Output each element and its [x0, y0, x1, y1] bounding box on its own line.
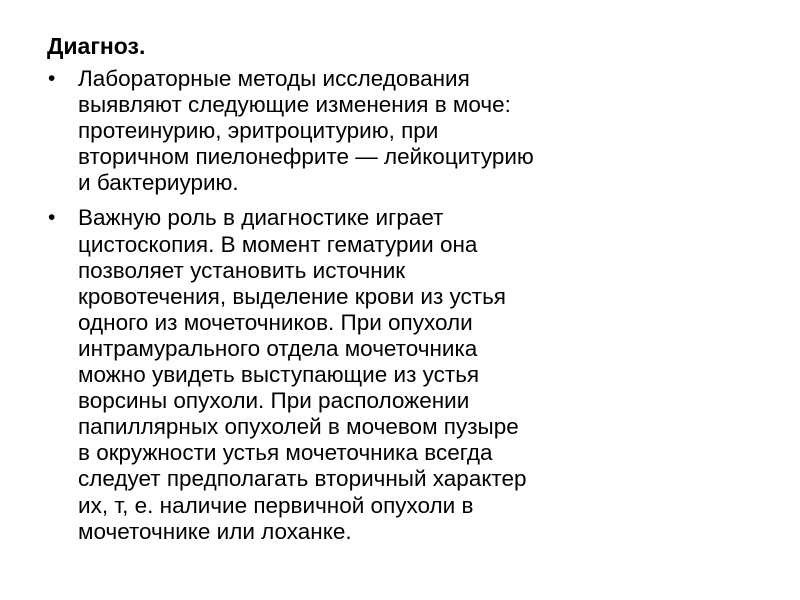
- bullet-text-line: мочеточнике или лоханке.: [78, 518, 352, 544]
- bullet-text-line: и бактериурию.: [78, 170, 239, 196]
- bullet-text-line: позволяет установить источник: [78, 257, 406, 283]
- slide-title: Диагноз.: [47, 33, 146, 59]
- bullet-text-line: ворсины опухоли. При расположении: [78, 388, 470, 414]
- bullet-text-line: цистоскопия. В момент гематурии она: [78, 231, 478, 257]
- bullet-text-line: Лабораторные методы исследования: [78, 66, 470, 91]
- bullet-text-line: Важную роль в диагностике играет: [78, 205, 444, 231]
- bullet-marker: •: [48, 206, 56, 230]
- bullet-text-line: следует предполагать вторичный характер: [78, 466, 527, 492]
- bullet-text-line: протеинурию, эритроцитурию, при: [78, 118, 439, 144]
- bullet-item-lab-methods: [48, 66, 658, 196]
- bullet-text-line: одного из мочеточников. При опухоли: [78, 309, 473, 335]
- bullet-item-cystoscopy: [48, 205, 658, 544]
- bullet-text-line: в окружности устья мочеточника всегда: [78, 440, 493, 466]
- bullet-text-line: их, т, е. наличие первичной опухоли в: [78, 492, 474, 518]
- bullet-text-line: вторичном пиелонефрите — лейкоцитурию: [78, 144, 534, 170]
- bullet-text-line: можно увидеть выступающие из устья: [78, 362, 480, 388]
- bullet-text-line: кровотечения, выделение крови из устья: [78, 283, 506, 309]
- bullet-marker: •: [48, 67, 56, 90]
- bullet-text-line: интрамурального отдела мочеточника: [78, 335, 478, 361]
- bullet-text-line: папиллярных опухолей в мочевом пузыре: [78, 414, 519, 440]
- bullet-list: [48, 66, 658, 554]
- bullet-text-line: выявляют следующие изменения в моче:: [78, 92, 511, 118]
